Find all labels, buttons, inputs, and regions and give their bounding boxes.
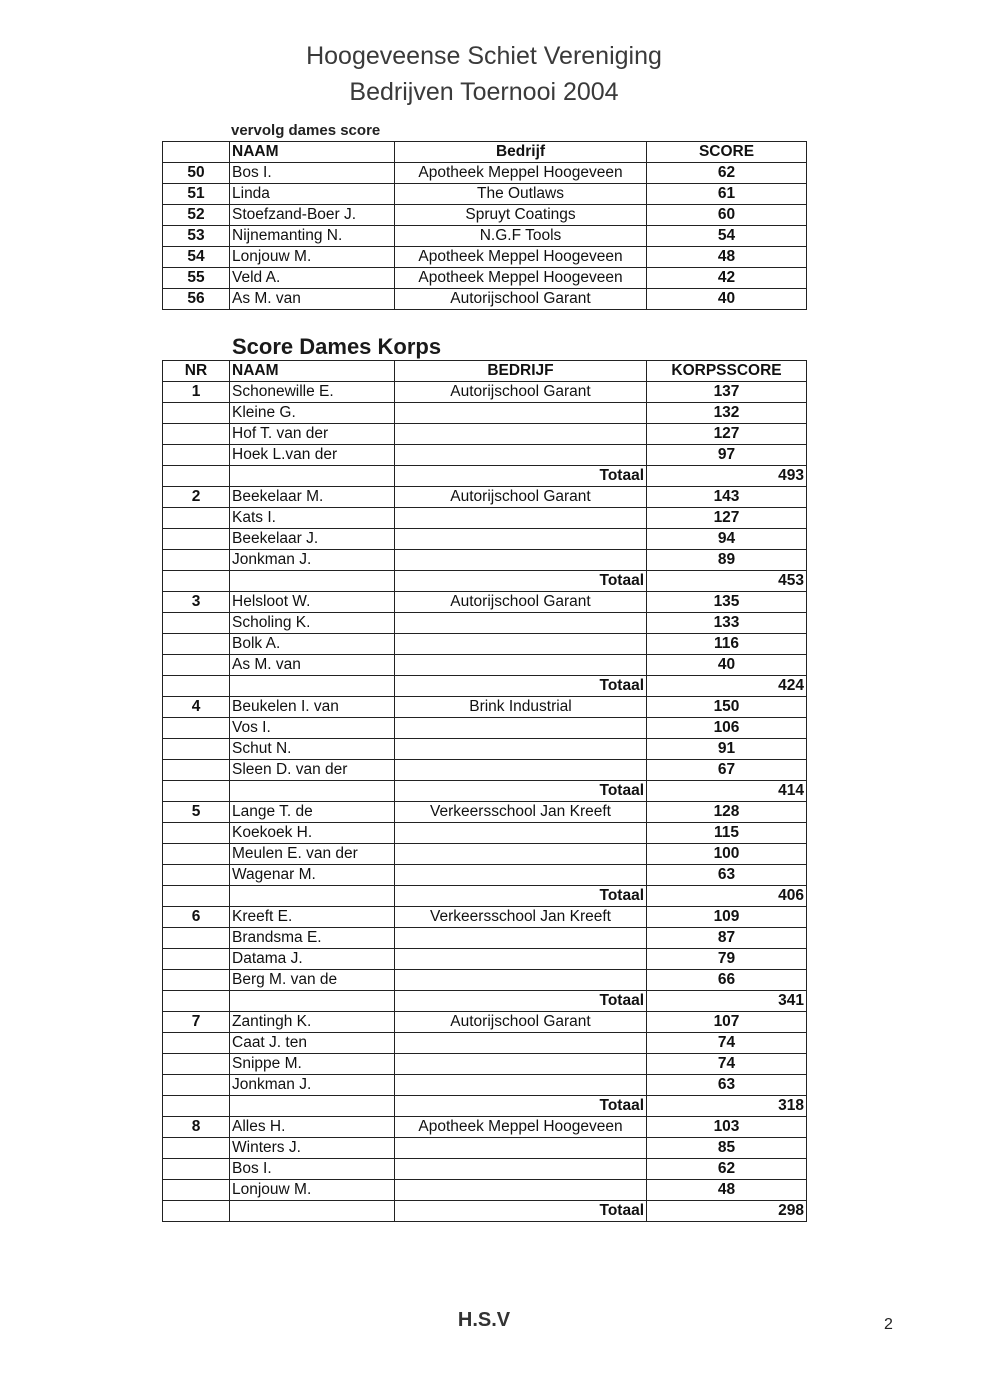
member-score-cell: 40 (647, 655, 807, 676)
team-member-row (163, 949, 807, 970)
team-member-row (163, 424, 807, 445)
total-label: Totaal (395, 781, 647, 802)
team-total-value: 493 (647, 466, 807, 487)
team-member-row (163, 1180, 807, 1201)
rank-cell: 52 (163, 205, 230, 226)
member-score-cell: 127 (647, 424, 807, 445)
member-score-cell: 116 (647, 634, 807, 655)
member-name-cell: Beekelaar M. (230, 487, 395, 508)
member-score-cell: 106 (647, 718, 807, 739)
empty-cell (163, 886, 230, 907)
team-total-row (163, 1096, 807, 1117)
team-nr-cell: 7 (163, 1012, 230, 1033)
member-name-cell: Snippe M. (230, 1054, 395, 1075)
team-member-row (163, 445, 807, 466)
team-company-cell (395, 760, 647, 781)
footer-org: H.S.V (457, 1309, 511, 1331)
header-bedrijf: BEDRIJF (395, 361, 647, 382)
table-row (163, 268, 807, 289)
continued-caption: vervolg dames score (231, 122, 381, 139)
team-nr-cell (163, 508, 230, 529)
member-name-cell: Helsloot W. (230, 592, 395, 613)
team-member-row (163, 550, 807, 571)
team-member-row (163, 634, 807, 655)
member-name-cell: Schut N. (230, 739, 395, 760)
team-member-row (163, 697, 807, 718)
header-bedrijf: Bedrijf (395, 142, 647, 163)
team-company-cell (395, 1075, 647, 1096)
team-member-row (163, 739, 807, 760)
team-member-row (163, 1075, 807, 1096)
company-cell: Spruyt Coatings (395, 205, 647, 226)
team-nr-cell (163, 1033, 230, 1054)
team-member-row (163, 844, 807, 865)
team-company-cell (395, 634, 647, 655)
team-nr-cell (163, 424, 230, 445)
member-name-cell: Jonkman J. (230, 1075, 395, 1096)
team-nr-cell: 6 (163, 907, 230, 928)
team-nr-cell (163, 949, 230, 970)
team-member-row (163, 760, 807, 781)
team-company-cell (395, 403, 647, 424)
team-total-value: 406 (647, 886, 807, 907)
team-nr-cell (163, 550, 230, 571)
table-header-row (163, 361, 807, 382)
member-name-cell: Brandsma E. (230, 928, 395, 949)
member-score-cell: 91 (647, 739, 807, 760)
team-company-cell (395, 844, 647, 865)
team-member-row (163, 382, 807, 403)
company-cell: The Outlaws (395, 184, 647, 205)
team-company-cell (395, 865, 647, 886)
team-total-value: 298 (647, 1201, 807, 1222)
team-member-row (163, 508, 807, 529)
team-nr-cell: 1 (163, 382, 230, 403)
score-cell: 48 (647, 247, 807, 268)
team-company-cell (395, 550, 647, 571)
member-score-cell: 63 (647, 865, 807, 886)
team-company-cell (395, 1138, 647, 1159)
team-total-value: 414 (647, 781, 807, 802)
total-label: Totaal (395, 571, 647, 592)
member-score-cell: 100 (647, 844, 807, 865)
team-member-row (163, 487, 807, 508)
member-name-cell: Koekoek H. (230, 823, 395, 844)
team-member-row (163, 403, 807, 424)
team-total-value: 424 (647, 676, 807, 697)
team-company-cell (395, 445, 647, 466)
member-name-cell: Lange T. de (230, 802, 395, 823)
team-total-value: 318 (647, 1096, 807, 1117)
korps-table-body (163, 361, 807, 1222)
total-label: Totaal (395, 991, 647, 1012)
member-score-cell: 103 (647, 1117, 807, 1138)
table-row (163, 205, 807, 226)
team-company-cell (395, 949, 647, 970)
table-row (163, 163, 807, 184)
name-cell: Lonjouw M. (230, 247, 395, 268)
member-name-cell: Beukelen I. van (230, 697, 395, 718)
member-score-cell: 66 (647, 970, 807, 991)
team-company-cell (395, 1180, 647, 1201)
score-cell: 42 (647, 268, 807, 289)
name-cell: Bos I. (230, 163, 395, 184)
rank-cell: 56 (163, 289, 230, 310)
company-cell: Apotheek Meppel Hoogeveen (395, 268, 647, 289)
team-member-row (163, 1138, 807, 1159)
page-subtitle: Bedrijven Toernooi 2004 (349, 78, 619, 106)
member-name-cell: Lonjouw M. (230, 1180, 395, 1201)
name-cell: Nijnemanting N. (230, 226, 395, 247)
team-member-row (163, 802, 807, 823)
team-member-row (163, 1054, 807, 1075)
team-member-row (163, 1159, 807, 1180)
total-label: Totaal (395, 886, 647, 907)
name-cell: Linda (230, 184, 395, 205)
team-company-cell (395, 739, 647, 760)
team-total-row (163, 886, 807, 907)
team-total-row (163, 571, 807, 592)
team-member-row (163, 928, 807, 949)
member-score-cell: 128 (647, 802, 807, 823)
team-member-row (163, 1012, 807, 1033)
team-nr-cell: 2 (163, 487, 230, 508)
table-header-row (163, 142, 807, 163)
member-score-cell: 94 (647, 529, 807, 550)
team-company-cell (395, 1159, 647, 1180)
team-member-row (163, 718, 807, 739)
team-nr-cell (163, 445, 230, 466)
table-row (163, 226, 807, 247)
name-cell: Stoefzand-Boer J. (230, 205, 395, 226)
member-name-cell: Vos I. (230, 718, 395, 739)
member-score-cell: 107 (647, 1012, 807, 1033)
member-name-cell: Bos I. (230, 1159, 395, 1180)
total-label: Totaal (395, 1201, 647, 1222)
team-nr-cell: 5 (163, 802, 230, 823)
member-score-cell: 109 (647, 907, 807, 928)
team-member-row (163, 1117, 807, 1138)
member-name-cell: Meulen E. van der (230, 844, 395, 865)
team-member-row (163, 865, 807, 886)
rank-cell: 53 (163, 226, 230, 247)
team-total-value: 341 (647, 991, 807, 1012)
total-label: Totaal (395, 466, 647, 487)
team-company-cell (395, 970, 647, 991)
team-nr-cell (163, 1054, 230, 1075)
team-member-row (163, 823, 807, 844)
team-nr-cell (163, 1159, 230, 1180)
team-nr-cell (163, 928, 230, 949)
team-nr-cell: 8 (163, 1117, 230, 1138)
korps-score-table (162, 360, 807, 1222)
team-company-cell (395, 1054, 647, 1075)
team-company-cell: Autorijschool Garant (395, 1012, 647, 1033)
team-nr-cell (163, 613, 230, 634)
member-name-cell: Scholing K. (230, 613, 395, 634)
team-nr-cell: 4 (163, 697, 230, 718)
team-member-row (163, 970, 807, 991)
team-company-cell: Verkeersschool Jan Kreeft (395, 802, 647, 823)
member-score-cell: 63 (647, 1075, 807, 1096)
member-name-cell: Winters J. (230, 1138, 395, 1159)
member-score-cell: 48 (647, 1180, 807, 1201)
team-nr-cell (163, 718, 230, 739)
rank-cell: 51 (163, 184, 230, 205)
empty-cell (163, 676, 230, 697)
member-name-cell: Datama J. (230, 949, 395, 970)
empty-cell (163, 1096, 230, 1117)
member-score-cell: 87 (647, 928, 807, 949)
name-cell: As M. van (230, 289, 395, 310)
header-naam: NAAM (230, 361, 395, 382)
rank-cell: 55 (163, 268, 230, 289)
company-cell: Apotheek Meppel Hoogeveen (395, 247, 647, 268)
table-row (163, 247, 807, 268)
empty-cell (230, 781, 395, 802)
member-score-cell: 137 (647, 382, 807, 403)
empty-cell (163, 1201, 230, 1222)
member-name-cell: Alles H. (230, 1117, 395, 1138)
team-nr-cell (163, 403, 230, 424)
team-nr-cell (163, 970, 230, 991)
team-company-cell: Autorijschool Garant (395, 592, 647, 613)
continued-score-table (162, 141, 807, 310)
member-score-cell: 97 (647, 445, 807, 466)
rank-cell: 54 (163, 247, 230, 268)
continued-table-body (163, 142, 807, 310)
member-score-cell: 79 (647, 949, 807, 970)
member-score-cell: 115 (647, 823, 807, 844)
team-nr-cell (163, 739, 230, 760)
team-company-cell (395, 529, 647, 550)
team-company-cell (395, 424, 647, 445)
empty-cell (230, 466, 395, 487)
team-member-row (163, 655, 807, 676)
empty-cell (230, 676, 395, 697)
team-nr-cell (163, 529, 230, 550)
table-row (163, 289, 807, 310)
member-score-cell: 132 (647, 403, 807, 424)
member-name-cell: Schonewille E. (230, 382, 395, 403)
header-nr: NR (163, 361, 230, 382)
score-cell: 40 (647, 289, 807, 310)
member-score-cell: 135 (647, 592, 807, 613)
member-score-cell: 67 (647, 760, 807, 781)
team-company-cell: Autorijschool Garant (395, 487, 647, 508)
team-total-row (163, 676, 807, 697)
team-total-row (163, 781, 807, 802)
header-korpsscore: KORPSSCORE (647, 361, 807, 382)
member-score-cell: 89 (647, 550, 807, 571)
team-nr-cell (163, 865, 230, 886)
empty-cell (230, 886, 395, 907)
team-member-row (163, 907, 807, 928)
member-name-cell: Sleen D. van der (230, 760, 395, 781)
company-cell: N.G.F Tools (395, 226, 647, 247)
team-nr-cell (163, 655, 230, 676)
team-total-value: 453 (647, 571, 807, 592)
empty-cell (230, 571, 395, 592)
member-name-cell: Beekelaar J. (230, 529, 395, 550)
team-nr-cell (163, 1180, 230, 1201)
team-company-cell (395, 1033, 647, 1054)
header-naam: NAAM (230, 142, 395, 163)
member-name-cell: Kleine G. (230, 403, 395, 424)
member-score-cell: 62 (647, 1159, 807, 1180)
score-cell: 60 (647, 205, 807, 226)
member-name-cell: Jonkman J. (230, 550, 395, 571)
member-name-cell: Hof T. van der (230, 424, 395, 445)
team-total-row (163, 991, 807, 1012)
page-title: Hoogeveense Schiet Vereniging (306, 42, 662, 70)
empty-cell (163, 466, 230, 487)
total-label: Totaal (395, 676, 647, 697)
team-total-row (163, 466, 807, 487)
member-name-cell: Wagenar M. (230, 865, 395, 886)
team-member-row (163, 613, 807, 634)
team-nr-cell (163, 634, 230, 655)
member-score-cell: 74 (647, 1033, 807, 1054)
company-cell: Apotheek Meppel Hoogeveen (395, 163, 647, 184)
empty-cell (230, 1096, 395, 1117)
member-name-cell: Kats I. (230, 508, 395, 529)
member-score-cell: 127 (647, 508, 807, 529)
team-company-cell (395, 928, 647, 949)
member-name-cell: Kreeft E. (230, 907, 395, 928)
team-total-row (163, 1201, 807, 1222)
member-name-cell: Zantingh K. (230, 1012, 395, 1033)
member-score-cell: 74 (647, 1054, 807, 1075)
rank-cell: 50 (163, 163, 230, 184)
team-member-row (163, 1033, 807, 1054)
table-row (163, 184, 807, 205)
team-nr-cell (163, 760, 230, 781)
score-cell: 62 (647, 163, 807, 184)
team-company-cell: Brink Industrial (395, 697, 647, 718)
header-score: SCORE (647, 142, 807, 163)
team-nr-cell (163, 1075, 230, 1096)
team-nr-cell (163, 823, 230, 844)
empty-cell (230, 1201, 395, 1222)
team-company-cell: Autorijschool Garant (395, 382, 647, 403)
team-nr-cell (163, 844, 230, 865)
team-company-cell: Verkeersschool Jan Kreeft (395, 907, 647, 928)
header-nr (163, 142, 230, 163)
member-name-cell: Bolk A. (230, 634, 395, 655)
total-label: Totaal (395, 1096, 647, 1117)
team-nr-cell: 3 (163, 592, 230, 613)
team-company-cell (395, 718, 647, 739)
team-company-cell: Apotheek Meppel Hoogeveen (395, 1117, 647, 1138)
empty-cell (230, 991, 395, 1012)
member-name-cell: As M. van (230, 655, 395, 676)
member-name-cell: Hoek L.van der (230, 445, 395, 466)
member-score-cell: 85 (647, 1138, 807, 1159)
page-number: 2 (884, 1316, 893, 1333)
member-score-cell: 150 (647, 697, 807, 718)
team-company-cell (395, 508, 647, 529)
team-nr-cell (163, 1138, 230, 1159)
team-company-cell (395, 613, 647, 634)
section-title: Score Dames Korps (232, 334, 442, 359)
member-score-cell: 143 (647, 487, 807, 508)
team-company-cell (395, 655, 647, 676)
empty-cell (163, 781, 230, 802)
team-company-cell (395, 823, 647, 844)
name-cell: Veld A. (230, 268, 395, 289)
team-member-row (163, 529, 807, 550)
team-member-row (163, 592, 807, 613)
empty-cell (163, 991, 230, 1012)
score-cell: 54 (647, 226, 807, 247)
company-cell: Autorijschool Garant (395, 289, 647, 310)
empty-cell (163, 571, 230, 592)
member-score-cell: 133 (647, 613, 807, 634)
member-name-cell: Berg M. van de (230, 970, 395, 991)
score-cell: 61 (647, 184, 807, 205)
member-name-cell: Caat J. ten (230, 1033, 395, 1054)
